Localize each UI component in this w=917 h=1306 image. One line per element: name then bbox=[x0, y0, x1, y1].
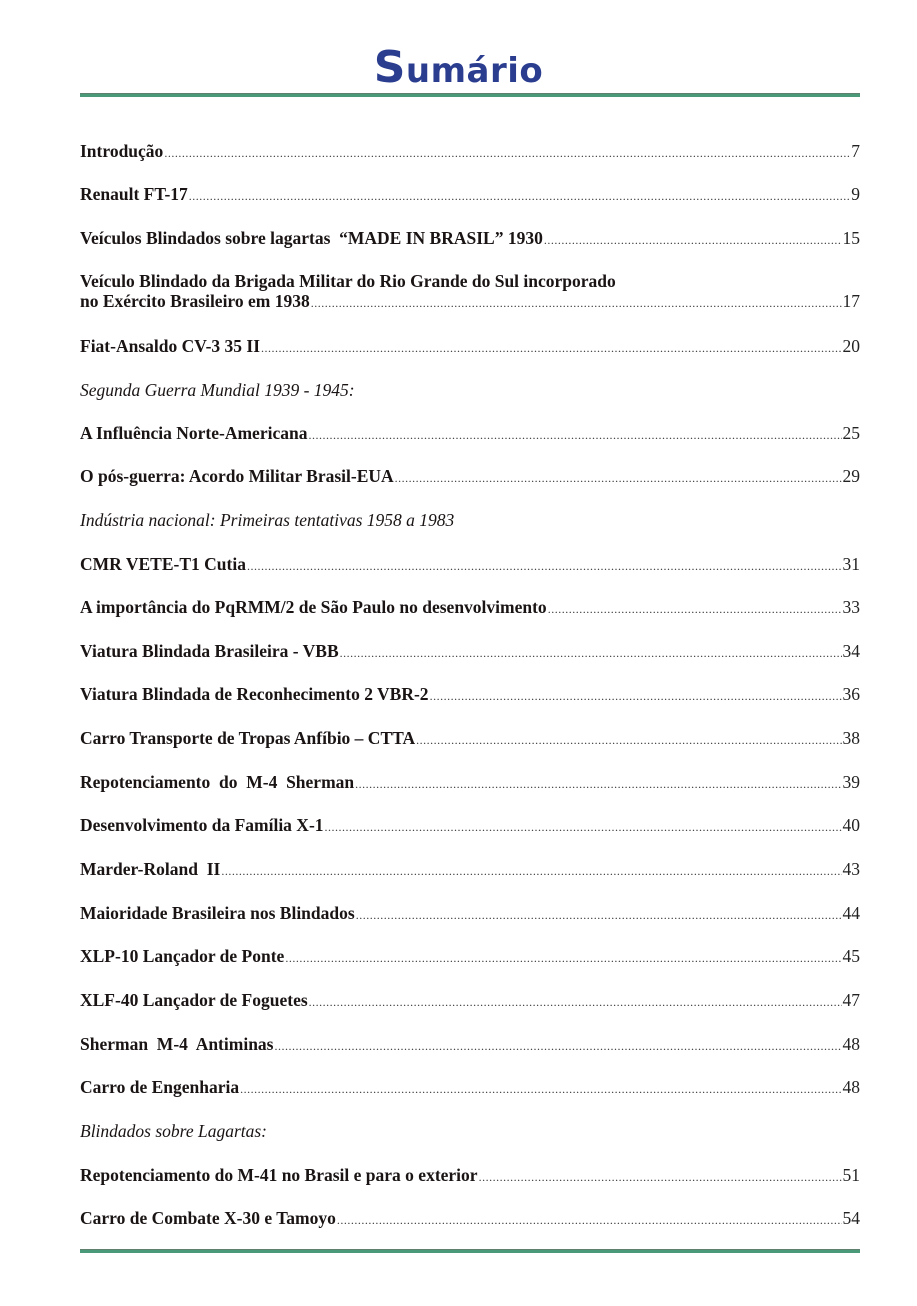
toc-entry[interactable] bbox=[80, 271, 860, 313]
dot-leader bbox=[356, 905, 842, 925]
toc-entry-page: 48 bbox=[842, 1077, 860, 1097]
toc-entry[interactable] bbox=[80, 597, 860, 619]
title-rest: umário bbox=[405, 51, 544, 91]
toc-entry-page: 33 bbox=[842, 597, 860, 617]
toc-entry[interactable] bbox=[80, 859, 860, 881]
dot-leader bbox=[479, 1167, 842, 1187]
dot-leader bbox=[285, 948, 841, 968]
toc-entry-label: XLP-10 Lançador de Ponte bbox=[80, 946, 285, 966]
dot-leader bbox=[548, 599, 842, 619]
toc-entry[interactable] bbox=[80, 141, 860, 163]
toc-entry-label: O pós-guerra: Acordo Militar Brasil-EUA bbox=[80, 466, 394, 486]
dot-leader bbox=[274, 1036, 841, 1056]
toc-entry-label: Carro de Engenharia bbox=[80, 1077, 240, 1097]
dot-leader bbox=[308, 425, 841, 445]
toc-entry-label: Veículos Blindados sobre lagartas “MADE IN BRASIL” 1930 bbox=[80, 228, 543, 248]
dot-leader bbox=[309, 992, 842, 1012]
dot-leader bbox=[189, 186, 850, 206]
page-title bbox=[0, 42, 917, 93]
toc-section-heading: Blindados sobre Lagartas: bbox=[80, 1121, 268, 1141]
dot-leader bbox=[337, 1210, 842, 1230]
toc-entry[interactable] bbox=[80, 728, 860, 750]
toc-entry[interactable] bbox=[80, 466, 860, 488]
toc-entry[interactable] bbox=[80, 815, 860, 837]
toc-entry-page: 7 bbox=[851, 141, 860, 161]
toc-entry-page: 51 bbox=[842, 1165, 860, 1185]
dot-leader bbox=[544, 230, 842, 250]
toc-entry-label: Repotenciamento do M-41 no Brasil e para o exterior bbox=[80, 1165, 478, 1185]
toc-entry[interactable] bbox=[80, 684, 860, 706]
toc-entry-page: 29 bbox=[842, 466, 860, 486]
dot-leader bbox=[221, 861, 841, 881]
toc-section-heading: Segunda Guerra Mundial 1939 - 1945: bbox=[80, 380, 355, 400]
toc-entry-label: Sherman M-4 Antiminas bbox=[80, 1034, 274, 1054]
toc-entry-page: 20 bbox=[842, 336, 860, 356]
toc-entry[interactable] bbox=[80, 772, 860, 794]
dot-leader bbox=[430, 686, 842, 706]
toc-entry-label: Viatura Blindada Brasileira - VBB bbox=[80, 641, 339, 661]
toc-entry-page: 40 bbox=[842, 815, 860, 835]
toc-entry-page: 48 bbox=[842, 1034, 860, 1054]
toc-entry-page: 25 bbox=[842, 423, 860, 443]
toc-entry-page: 38 bbox=[842, 728, 860, 748]
toc-entry-label: Carro de Combate X-30 e Tamoyo bbox=[80, 1208, 336, 1228]
toc-entry-page: 43 bbox=[842, 859, 860, 879]
toc-entry[interactable] bbox=[80, 1034, 860, 1056]
toc-entry-label: Fiat-Ansaldo CV-3 35 II bbox=[80, 336, 261, 356]
toc-entry[interactable] bbox=[80, 903, 860, 925]
dot-leader bbox=[240, 1079, 841, 1099]
dot-leader bbox=[416, 730, 841, 750]
toc-entry-label: XLF-40 Lançador de Foguetes bbox=[80, 990, 308, 1010]
toc-entry[interactable] bbox=[80, 1208, 860, 1230]
toc-entry-label-line2: no Exército Brasileiro em 1938 bbox=[80, 291, 310, 311]
toc-entry-label: Carro Transporte de Tropas Anfíbio – CTTA bbox=[80, 728, 416, 748]
toc-entry-page: 15 bbox=[842, 228, 860, 248]
toc-entry[interactable] bbox=[80, 1165, 860, 1187]
toc-entry[interactable] bbox=[80, 641, 860, 663]
toc-entry-page: 9 bbox=[851, 184, 860, 204]
toc-entry[interactable] bbox=[80, 990, 860, 1012]
toc-entry[interactable] bbox=[80, 184, 860, 206]
toc-entry-page: 17 bbox=[842, 291, 860, 311]
toc-section-heading: Indústria nacional: Primeiras tentativas 1958 a 1983 bbox=[80, 510, 455, 530]
toc-entry-label: Viatura Blindada de Reconhecimento 2 VBR-2 bbox=[80, 684, 429, 704]
toc-entry-label: Desenvolvimento da Família X-1 bbox=[80, 815, 324, 835]
toc-entry[interactable] bbox=[80, 336, 860, 358]
toc-entry[interactable] bbox=[80, 423, 860, 445]
toc-entry[interactable] bbox=[80, 554, 860, 576]
toc-entry-page: 39 bbox=[842, 772, 860, 792]
dot-leader bbox=[355, 774, 841, 794]
toc-entry-page: 45 bbox=[842, 946, 860, 966]
dot-leader bbox=[247, 556, 842, 576]
toc-entry-page: 36 bbox=[842, 684, 860, 704]
toc-entry-page: 54 bbox=[842, 1208, 860, 1228]
toc-entry[interactable] bbox=[80, 946, 860, 968]
toc-entry-label: Introdução bbox=[80, 141, 164, 161]
toc-entry-label: Marder-Roland II bbox=[80, 859, 221, 879]
dot-leader bbox=[311, 293, 842, 313]
toc-entry[interactable] bbox=[80, 1077, 860, 1099]
toc-entry[interactable] bbox=[80, 228, 860, 250]
toc-entry-page: 44 bbox=[842, 903, 860, 923]
dot-leader bbox=[340, 643, 842, 663]
toc-entry-label: Renault FT-17 bbox=[80, 184, 188, 204]
toc-entry-label: A importância do PqRMM/2 de São Paulo no desenvolvimento bbox=[80, 597, 547, 617]
dot-leader bbox=[325, 817, 842, 837]
toc-entry-label: A Influência Norte-Americana bbox=[80, 423, 308, 443]
toc-entry-label: Maioridade Brasileira nos Blindados bbox=[80, 903, 355, 923]
toc-entry-label: CMR VETE-T1 Cutia bbox=[80, 554, 246, 574]
toc-entry-page: 31 bbox=[842, 554, 860, 574]
toc-entry-label-line1: Veículo Blindado da Brigada Militar do Rio Grande do Sul incorporado bbox=[80, 271, 616, 291]
top-divider bbox=[80, 93, 860, 97]
title-initial: S bbox=[373, 42, 406, 93]
dot-leader bbox=[395, 468, 842, 488]
toc-entry-label: Repotenciamento do M-4 Sherman bbox=[80, 772, 355, 792]
dot-leader bbox=[164, 143, 850, 163]
toc-entry-page: 47 bbox=[842, 990, 860, 1010]
bottom-divider bbox=[80, 1249, 860, 1253]
dot-leader bbox=[261, 338, 841, 358]
toc-entry-page: 34 bbox=[842, 641, 860, 661]
